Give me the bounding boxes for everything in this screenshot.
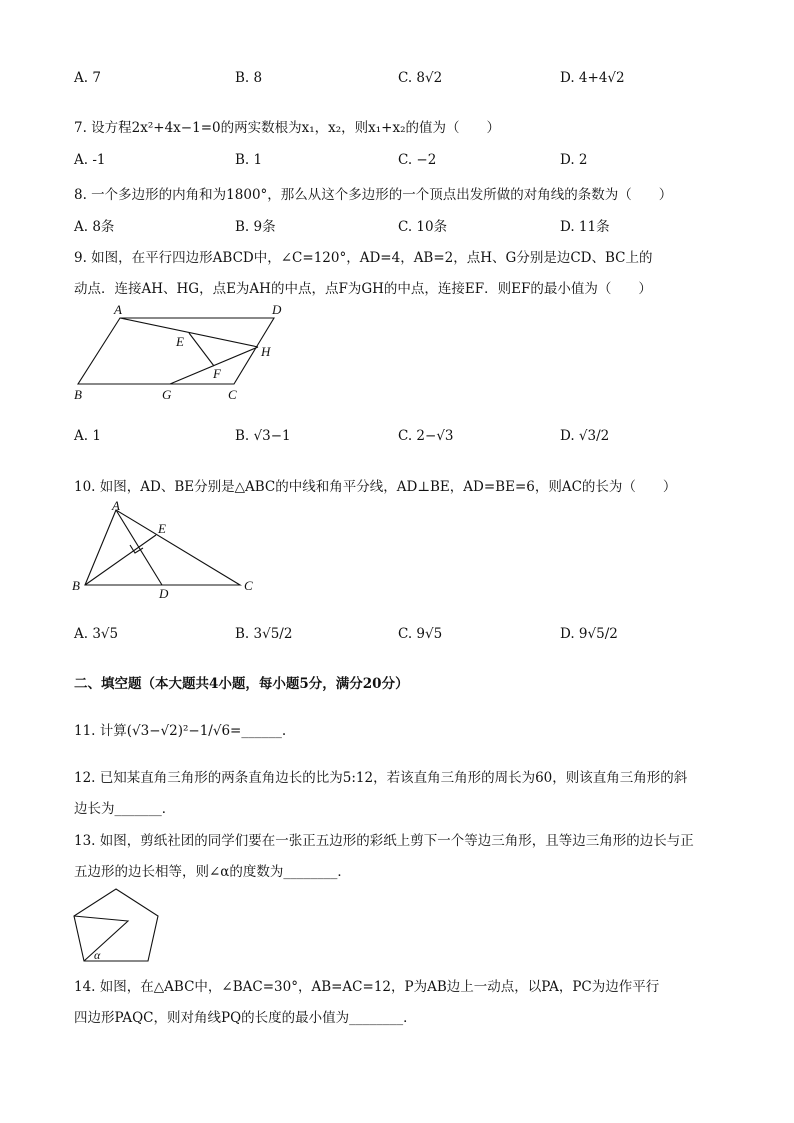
q9-option-d: D. √3/2 <box>560 428 610 444</box>
q12-line1: 12. 已知某直角三角形的两条直角边长的比为5:12，若该直角三角形的周长为60，则该直角三角形的斜 <box>74 770 688 786</box>
q10-option-c: C. 9√5 <box>398 626 443 642</box>
q9-segment-ef <box>189 333 214 366</box>
q6-option-b: B. 8 <box>235 70 263 86</box>
q10-label-a: A <box>112 498 120 513</box>
q13-line1: 13. 如图，剪纸社团的同学们要在一张正五边形的彩纸上剪下一个等边三角形，且等边三角形的边长与正 <box>74 833 694 849</box>
q7-option-d: D. 2 <box>560 152 588 168</box>
q6-option-d: D. 4+4√2 <box>560 70 625 86</box>
q10-option-d: D. 9√5/2 <box>560 626 618 642</box>
q9-label-b: B <box>74 387 82 402</box>
q9-label-g: G <box>162 387 172 402</box>
q10-figure <box>68 498 268 602</box>
q13-figure <box>70 885 166 965</box>
q11-stem: 11. 计算(√3−√2)²−1/√6=______. <box>74 723 287 739</box>
q9-stem-line2: 动点．连接AH、HG，点E为AH的中点，点F为GH的中点，连接EF．则EF的最小值为（ ） <box>74 281 652 297</box>
q9-label-f: F <box>213 366 221 381</box>
q10-label-e: E <box>158 521 166 536</box>
q9-option-a: A. 1 <box>74 428 101 444</box>
q14-line2: 四边形PAQC，则对角线PQ的长度的最小值为________． <box>74 1010 417 1026</box>
q6-option-c: C. 8√2 <box>398 70 443 86</box>
q13-alpha-label: α <box>94 948 101 962</box>
q13-line2: 五边形的边长相等，则∠α的度数为________． <box>74 864 351 880</box>
q10-label-d: D <box>159 586 169 601</box>
q7-option-b: B. 1 <box>235 152 263 168</box>
q9-label-e: E <box>176 334 184 349</box>
q10-stem: 10. 如图，AD、BE分别是△ABC的中线和角平分线，AD⊥BE，AD=BE=6，则AC的长为（ ） <box>74 479 677 495</box>
q9-segment-ah <box>120 318 258 347</box>
q10-option-a: A. 3√5 <box>74 626 119 642</box>
q8-option-b: B. 9条 <box>235 219 276 235</box>
q9-label-a: A <box>114 302 122 317</box>
q8-option-d: D. 11条 <box>560 219 610 235</box>
q9-label-c: C <box>228 387 237 402</box>
q14-line1: 14. 如图，在△ABC中，∠BAC=30°，AB=AC=12，P为AB边上一动点，以PA，PC为边作平行 <box>74 979 660 995</box>
section2-title: 二、填空题（本大题共4小题，每小题5分，满分20分） <box>74 676 409 692</box>
q8-option-c: C. 10条 <box>398 219 448 235</box>
q8-option-a: A. 8条 <box>74 219 115 235</box>
q10-option-b: B. 3√5/2 <box>235 626 293 642</box>
q8-stem: 8. 一个多边形的内角和为1800°，那么从这个多边形的一个顶点出发所做的对角线的条数为（ ） <box>74 187 673 203</box>
q7-option-a: A. -1 <box>74 152 106 168</box>
q7-option-c: C. −2 <box>398 152 437 168</box>
q13-pentagon <box>74 889 158 961</box>
q6-option-a: A. 7 <box>74 70 101 86</box>
q9-option-b: B. √3−1 <box>235 428 291 444</box>
q10-label-c: C <box>244 578 253 593</box>
q9-parallelogram <box>78 318 274 384</box>
q10-label-b: B <box>72 578 80 593</box>
q9-figure <box>70 300 300 404</box>
q9-label-h: H <box>261 344 271 359</box>
q9-option-c: C. 2−√3 <box>398 428 454 444</box>
q9-stem-line1: 9. 如图，在平行四边形ABCD中，∠C=120°，AD=4，AB=2，点H、G分别是边CD、BC上的 <box>74 250 653 266</box>
q12-line2: 边长为_______． <box>74 801 176 817</box>
q9-label-d: D <box>272 302 282 317</box>
q7-stem: 7. 设方程2x²+4x−1=0的两实数根为x₁，x₂，则x₁+x₂的值为（ ） <box>74 120 501 136</box>
